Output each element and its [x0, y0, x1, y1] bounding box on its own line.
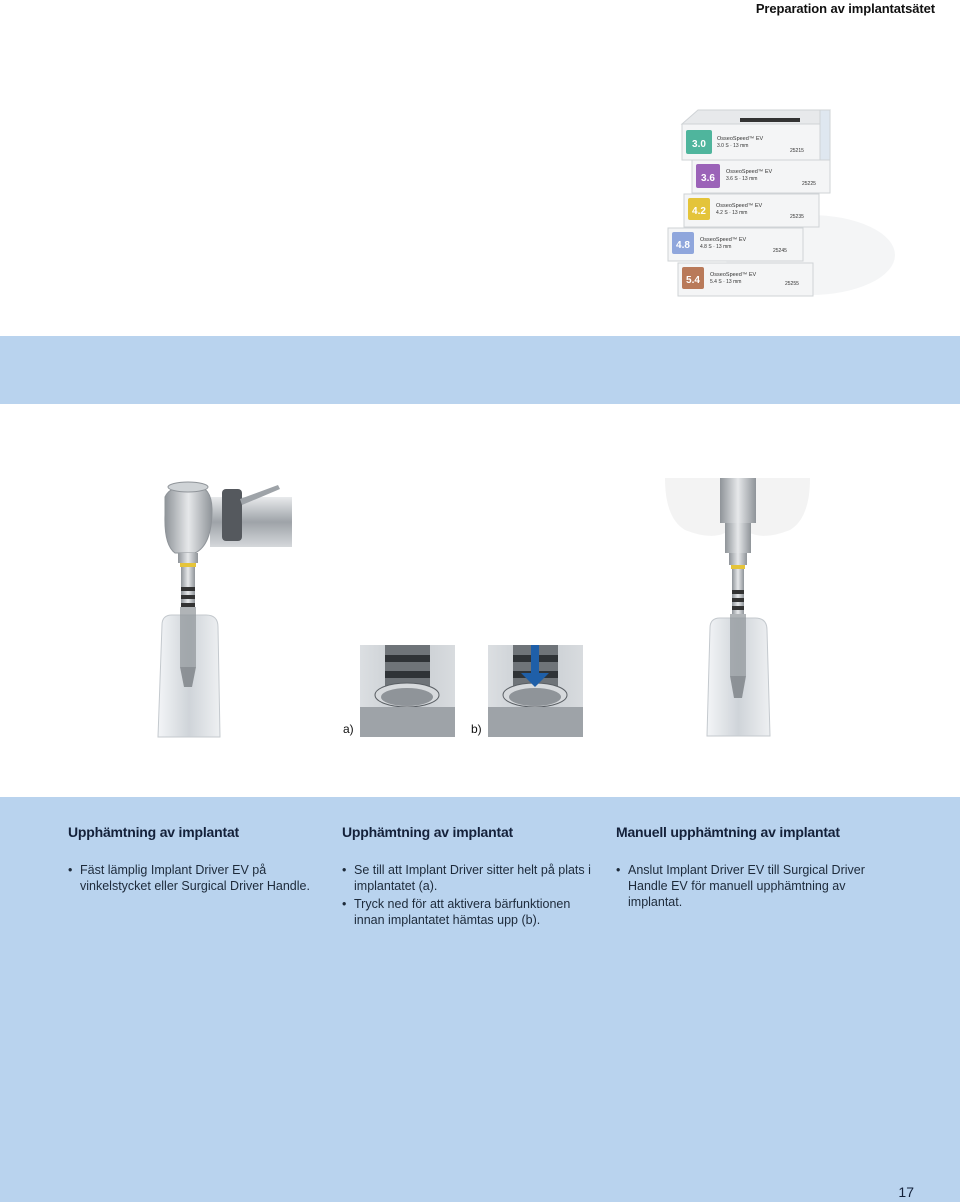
bullet-list: [342, 862, 604, 928]
box-3-0: [682, 110, 830, 160]
figure-label-b: b): [471, 722, 482, 736]
column-pickup-seat: [342, 824, 604, 930]
svg-text:3.0: 3.0: [692, 139, 706, 150]
list-item: • Tryck ned för att aktivera bärfunktionen innan implantatet hämtas upp (b).: [342, 896, 604, 928]
box-4-2: [684, 194, 819, 227]
svg-text:25225: 25225: [802, 181, 816, 187]
svg-text:3.6 S · 13 mm: 3.6 S · 13 mm: [726, 176, 758, 182]
list-item: • Anslut Implant Driver EV till Surgical Driver Handle EV för manuell upphämtning av implantat.: [616, 862, 878, 910]
box-4-8: [668, 228, 803, 261]
svg-text:25235: 25235: [790, 214, 804, 220]
column-pickup-handpiece: [68, 824, 330, 896]
svg-text:4.8 S · 13 mm: 4.8 S · 13 mm: [700, 244, 732, 250]
svg-text:4.2 S · 13 mm: 4.2 S · 13 mm: [716, 210, 748, 216]
svg-text:3.6: 3.6: [701, 173, 715, 184]
bullet-list: [68, 862, 330, 894]
surgical-driver-handle-illustration: [665, 478, 810, 740]
list-item: • Se till att Implant Driver sitter helt på plats i implantatet (a).: [342, 862, 604, 894]
figure-b-press-down: [488, 645, 583, 737]
svg-text:4.8: 4.8: [676, 240, 690, 251]
svg-text:25215: 25215: [790, 148, 804, 154]
figure-label-a: a): [343, 722, 354, 736]
figure-a-driver-seated: [360, 645, 455, 737]
box-5-4: [678, 263, 813, 296]
product-boxes-illustration: [640, 100, 900, 300]
box-size-text: 5.4: [686, 275, 700, 286]
svg-text:25255: 25255: [785, 281, 799, 287]
page-header-title: Preparation av implantatsätet: [755, 1, 935, 16]
svg-text:OsseoSpeed™ EV: OsseoSpeed™ EV: [726, 169, 773, 175]
column-heading: Manuell upphämtning av implantat: [616, 824, 840, 840]
box-3-6: [692, 160, 830, 193]
svg-text:OsseoSpeed™ EV: OsseoSpeed™ EV: [700, 237, 747, 243]
svg-text:4.2: 4.2: [692, 206, 706, 217]
column-heading: Upphämtning av implantat: [68, 824, 239, 840]
bullet-list: [616, 862, 878, 910]
column-heading: Upphämtning av implantat: [342, 824, 513, 840]
column-manual-pickup: [616, 824, 878, 912]
svg-text:25245: 25245: [773, 248, 787, 254]
svg-text:OsseoSpeed™ EV: OsseoSpeed™ EV: [717, 136, 764, 142]
svg-text:3.0 S · 13 mm: 3.0 S · 13 mm: [717, 143, 749, 149]
svg-text:OsseoSpeed™ EV: OsseoSpeed™ EV: [710, 272, 757, 278]
blue-band-top: [0, 336, 960, 404]
svg-text:5.4 S · 13 mm: 5.4 S · 13 mm: [710, 279, 742, 285]
svg-text:OsseoSpeed™ EV: OsseoSpeed™ EV: [716, 203, 763, 209]
handpiece-driver-illustration: [150, 475, 300, 740]
page-number: 17: [898, 1184, 914, 1200]
list-item: • Fäst lämplig Implant Driver EV på vinkelstycket eller Surgical Driver Handle.: [68, 862, 330, 894]
